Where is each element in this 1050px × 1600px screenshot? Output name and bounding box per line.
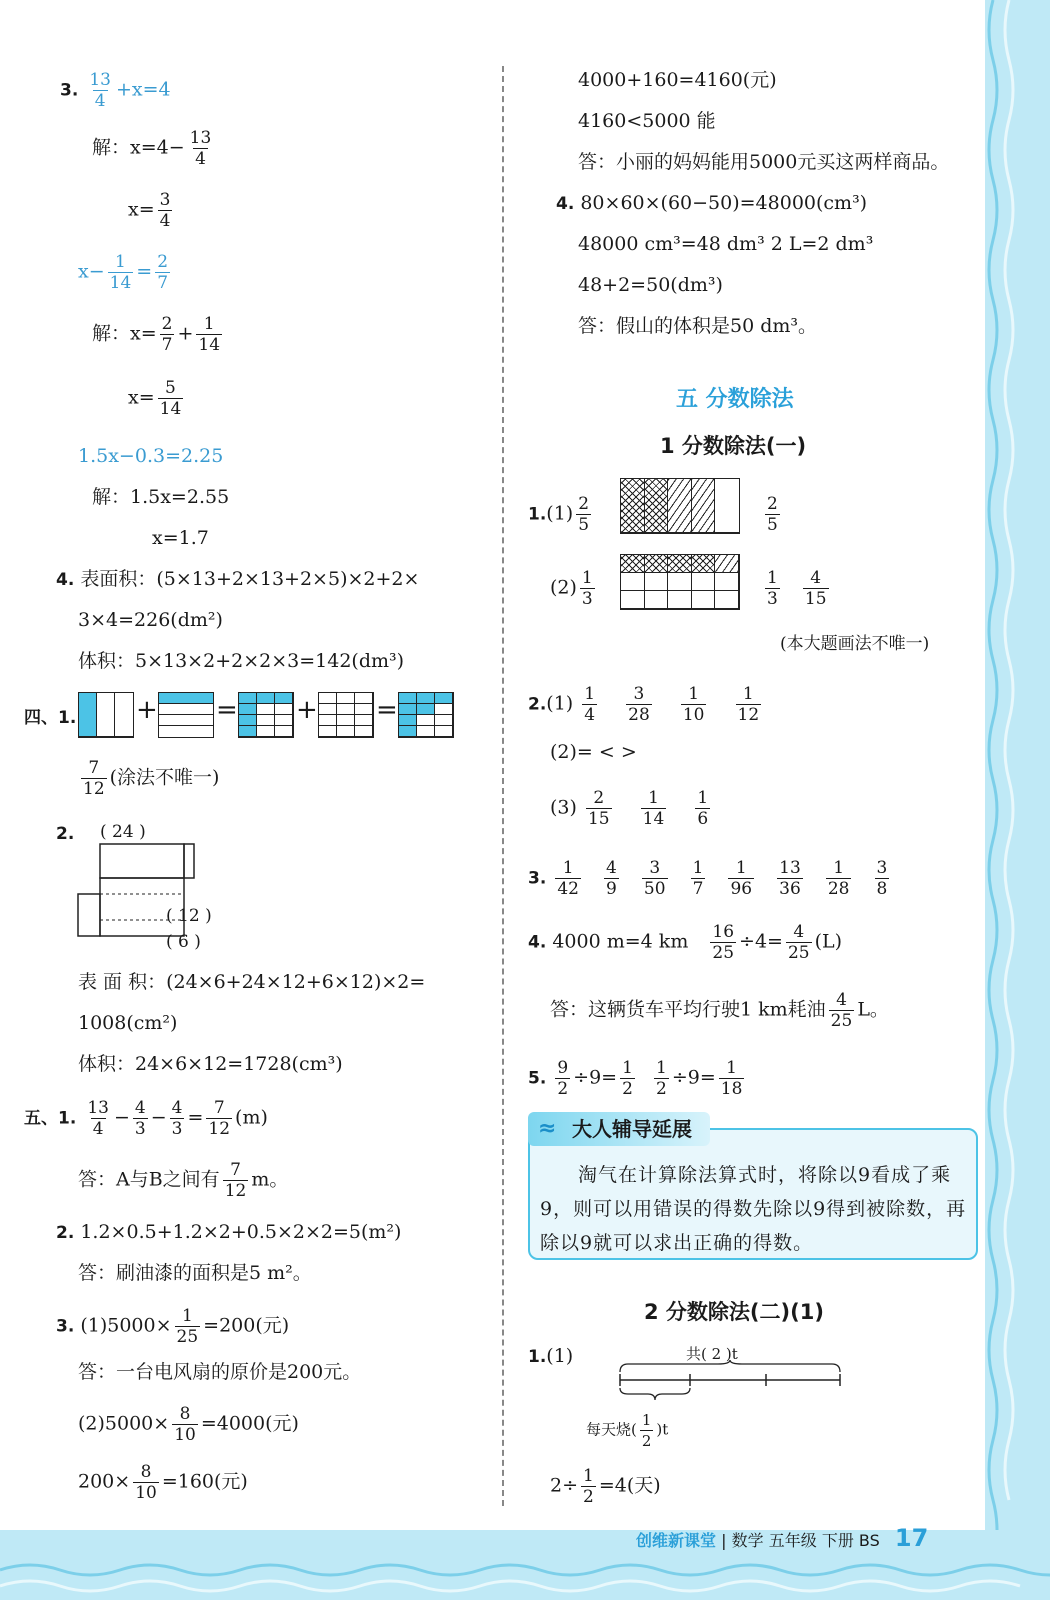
footer-grade: 五年级 — [768, 1531, 817, 1550]
plus-sign: + — [136, 695, 158, 725]
right-line2: 4160<5000 能 — [578, 110, 716, 132]
left-q3-eq3: 1.5x−0.3=2.25 — [78, 445, 224, 467]
fraction: $\frac{3}{50}$ — [643, 858, 666, 899]
segment-top-label: 共( 2 )t — [686, 1345, 738, 1363]
right-line5: 48000 cm³=48 dm³ 2 L=2 dm³ — [578, 233, 874, 255]
net-top-label: ( 24 ) — [100, 822, 146, 842]
fraction: $\frac{13}{4}$ — [89, 70, 111, 111]
footer-edition: BS — [858, 1531, 880, 1550]
section4-q2-line3: 体积：24×6×12=1728(cm³) — [78, 1053, 343, 1075]
grid-seven-twelfths — [398, 692, 454, 738]
fraction: $\frac{1}{28}$ — [827, 858, 850, 899]
tutor-tip-tag: ≈ 大人辅导延展 — [528, 1112, 710, 1146]
fraction: $\frac{13}{36}$ — [779, 858, 801, 899]
right-line7: 答：假山的体积是50 dm³。 — [578, 315, 818, 337]
lesson1-q1-2-result — [762, 568, 832, 609]
fraction: $\frac{4}{25}$ — [830, 990, 853, 1031]
section4-label: 四、1. — [24, 708, 77, 728]
fraction: $\frac{5}{14}$ — [159, 378, 182, 419]
left-q4-line2: 3×4=226(dm²) — [78, 609, 223, 631]
section5-q1-answer: 答：A与B之间有 $\frac{7}{12}$ m。 — [78, 1160, 289, 1201]
left-q4-line3: 体积：5×13×2+2×2×3=142(dm³) — [78, 650, 405, 672]
fraction: $\frac{1}{18}$ — [720, 1058, 743, 1099]
footer-term: 下册 — [821, 1531, 854, 1550]
lesson1-q1-1-result — [762, 494, 783, 535]
fraction-bar-fifths — [620, 478, 740, 534]
fraction: $\frac{7}{12}$ — [224, 1160, 247, 1201]
segment-diagram — [618, 1360, 848, 1410]
fraction: $\frac{1}{14}$ — [198, 314, 221, 355]
fraction: $\frac{2}{5}$ — [578, 494, 590, 535]
fraction: $\frac{2}{7}$ — [161, 314, 173, 355]
right-line1: 4000+160=4160(元) — [578, 69, 777, 91]
fraction: $\frac{3}{4}$ — [159, 190, 171, 231]
wave-icon: ≈ — [538, 1116, 557, 1141]
fraction: $\frac{4}{3}$ — [134, 1098, 146, 1139]
lesson1-q1-note: (本大题画法不唯一) — [780, 634, 930, 654]
fraction: $\frac{4}{15}$ — [804, 568, 827, 609]
lesson1-q2-1: 2.(1) $\frac{1}{4}$ $\frac{3}{28}$ $\frac{1}{10}$ $\frac{1}{12}$ — [528, 684, 760, 725]
fraction: $\frac{1}{42}$ — [557, 858, 579, 899]
lesson1-q5: 5. $\frac{9}{2}$ ÷9= $\frac{1}{2}$ $\frac{1}{2}$ ÷9= $\frac{1}{18}$ — [528, 1058, 743, 1099]
equals-sign: = — [376, 695, 398, 725]
footer-brand: 创维新课堂 — [636, 1531, 717, 1550]
section4-q2-label: 2. — [56, 824, 75, 844]
left-q3-res1: x= $\frac{3}{4}$ — [128, 190, 171, 231]
page-frame-right — [985, 0, 1050, 1600]
lesson1-q2-3: (3) $\frac{2}{15}$ $\frac{1}{14}$ $\frac{1}{6}$ — [550, 788, 709, 829]
fraction: $\frac{1}{2}$ — [655, 1058, 667, 1099]
fraction: $\frac{4}{25}$ — [787, 922, 810, 963]
grid-twelfths-a — [238, 692, 294, 738]
grid-one-quarter — [158, 692, 214, 738]
lesson-title-1: 1 分数除法(一) — [660, 434, 807, 458]
fraction: $\frac{2}{15}$ — [587, 788, 610, 829]
column-divider — [502, 66, 504, 1506]
fraction: $\frac{4}{3}$ — [171, 1098, 183, 1139]
section5-q2-answer: 答：刷油漆的面积是5 m²。 — [78, 1262, 312, 1284]
lesson-title-2: 2 分数除法(二)(1) — [644, 1300, 824, 1324]
fraction: $\frac{16}{25}$ — [712, 922, 735, 963]
section5-q3-2: (2)5000× $\frac{8}{10}$ =4000(元) — [78, 1404, 299, 1445]
fraction: $\frac{1}{2}$ — [641, 1411, 652, 1450]
footer-subject: 数学 — [731, 1531, 764, 1550]
fraction: $\frac{1}{10}$ — [682, 684, 705, 725]
fraction: $\frac{8}{10}$ — [135, 1462, 157, 1503]
fraction: $\frac{1}{6}$ — [697, 788, 709, 829]
lesson1-q2-2: (2)= < > — [550, 741, 637, 763]
lesson2-q1: 1.(1) — [528, 1345, 574, 1367]
section5-q1: 五、1. $\frac{13}{4}$ − $\frac{4}{3}$ − $\frac{4}{3}$ = $\frac{7}{12}$ (m) — [24, 1098, 268, 1139]
lesson1-q1-1: 1.(1) $\frac{2}{5}$ — [528, 494, 590, 535]
fraction: $\frac{1}{14}$ — [642, 788, 665, 829]
right-q4: 4. 80×60×(60−50)=48000(cm³) — [556, 192, 868, 214]
lesson1-q4: 4. 4000 m=4 km $\frac{16}{25}$ ÷4= $\frac{4}{25}$ (L) — [528, 922, 843, 963]
segment-bottom-label: 每天烧( $\frac{1}{2}$ )t — [586, 1411, 669, 1450]
page-number: 17 — [894, 1524, 929, 1552]
left-q3-sol1: 解：x=4− $\frac{13}{4}$ — [92, 128, 212, 169]
left-q3-res3: x=1.7 — [152, 527, 209, 549]
fraction: $\frac{1}{14}$ — [109, 252, 132, 293]
fraction: $\frac{1}{96}$ — [730, 858, 753, 899]
fraction: $\frac{3}{28}$ — [628, 684, 650, 725]
section4-q2-line1: 表 面 积：(24×6+24×12+6×12)×2= — [78, 971, 426, 993]
fraction: $\frac{9}{2}$ — [557, 1058, 569, 1099]
fraction: $\frac{1}{2}$ — [583, 1466, 594, 1507]
left-q3-eq1: 3. $\frac{13}{4}$ +x=4 — [60, 70, 171, 111]
fraction-grid-fifteenths — [620, 554, 740, 610]
section4-answer: $\frac{7}{12}$ (涂法不唯一) — [83, 758, 220, 799]
section-title: 五 分数除法 — [676, 387, 794, 412]
section5-q3-answer: 答：一台电风扇的原价是200元。 — [78, 1361, 362, 1383]
plus-sign: + — [296, 695, 318, 725]
page-footer: 创维新课堂 | 数学 五年级 下册 BS 17 — [636, 1524, 929, 1552]
section5-q2: 2. 1.2×0.5+1.2×2+0.5×2×2=5(m²) — [56, 1221, 402, 1243]
fraction: $\frac{13}{4}$ — [87, 1098, 109, 1139]
right-line3: 答：小丽的妈妈能用5000元买这两样商品。 — [578, 151, 950, 173]
left-q4-line1: 4. 表面积：(5×13+2×13+2×5)×2+2× — [56, 568, 420, 590]
fraction: $\frac{2}{5}$ — [767, 494, 778, 535]
fraction: $\frac{4}{9}$ — [606, 858, 617, 899]
fraction: $\frac{1}{2}$ — [622, 1058, 633, 1099]
left-q3-res2: x= $\frac{5}{14}$ — [128, 378, 182, 419]
lesson1-q4-answer: 答：这辆货车平均行驶1 km耗油 $\frac{4}{25}$ L。 — [550, 990, 889, 1031]
wave-decoration — [985, 0, 1050, 1600]
lesson1-q3: 3. $\frac{1}{42}$ $\frac{4}{9}$ $\frac{3}{50}$ $\frac{1}{7}$ $\frac{1}{96}$ $\frac{13}{36}$ $\frac{1}{28}$ $\frac{3}{8}$ — [528, 858, 888, 899]
fraction: $\frac{1}{25}$ — [176, 1306, 199, 1347]
left-q3-eq2: x− $\frac{1}{14}$ = $\frac{2}{7}$ — [78, 252, 169, 293]
fraction: $\frac{3}{8}$ — [876, 858, 888, 899]
grid-one-third — [78, 692, 134, 738]
section5-q3-3: 200× $\frac{8}{10}$ =160(元) — [78, 1462, 248, 1503]
equals-sign: = — [216, 695, 238, 725]
left-q3-sol2: 解：x= $\frac{2}{7}$ + $\frac{1}{14}$ — [92, 314, 221, 355]
lesson2-q1-equation: 2÷ $\frac{1}{2}$ =4(天) — [550, 1466, 661, 1507]
lesson1-q1-2: (2) $\frac{1}{3}$ — [550, 568, 593, 609]
fraction: $\frac{1}{12}$ — [737, 684, 760, 725]
left-q3-sol3: 解：1.5x=2.55 — [92, 486, 230, 508]
right-line6: 48+2=50(dm³) — [578, 274, 723, 296]
net-right-label-2: ( 6 ) — [166, 932, 201, 952]
fraction: $\frac{13}{4}$ — [189, 128, 212, 169]
tutor-tip-text: 淘气在计算除法算式时，将除以9看成了乘9，则可以用错误的得数先除以9得到被除数，再除以9就可以求出正确的得数。 — [540, 1164, 967, 1254]
fraction: $\frac{7}{12}$ — [208, 1098, 231, 1139]
fraction: $\frac{8}{10}$ — [174, 1404, 196, 1445]
fraction: $\frac{1}{4}$ — [584, 684, 596, 725]
fraction: $\frac{1}{7}$ — [692, 858, 704, 899]
section5-q3-1: 3. (1)5000× $\frac{1}{25}$ =200(元) — [56, 1306, 290, 1347]
grid-twelfths-b — [318, 692, 374, 738]
fraction: $\frac{1}{3}$ — [581, 568, 593, 609]
fraction: $\frac{1}{3}$ — [767, 568, 778, 609]
net-right-label-1: ( 12 ) — [166, 906, 212, 926]
fraction: $\frac{2}{7}$ — [157, 252, 169, 293]
fraction: $\frac{7}{12}$ — [83, 758, 105, 799]
section4-q2-line2: 1008(cm²) — [78, 1012, 178, 1034]
